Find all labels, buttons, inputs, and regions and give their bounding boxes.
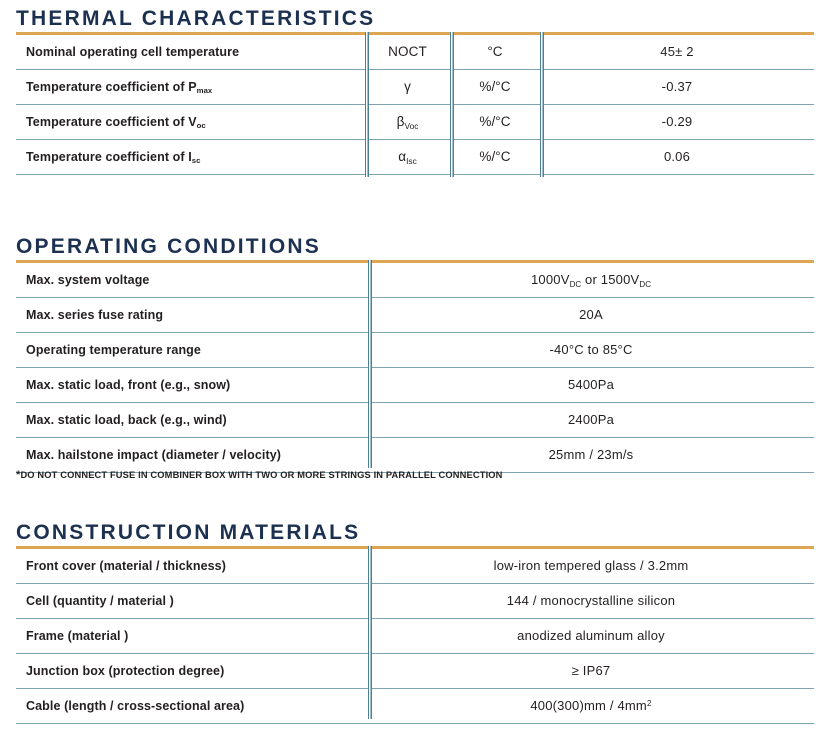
thermal-row-2-label <box>16 104 365 139</box>
symbol-subscript: Isc <box>406 155 417 166</box>
thermal-row-1-unit: %/°C <box>450 69 540 104</box>
operating-row-2-label: Operating temperature range <box>16 332 368 367</box>
label-text: Temperature coefficient of P <box>26 79 197 94</box>
label-text: Temperature coefficient of I <box>26 149 192 164</box>
construction-row-3-label: Junction box (protection degree) <box>16 653 368 688</box>
thermal-row-3-symbol <box>365 139 450 174</box>
value-subscript: DC <box>569 279 582 289</box>
value-subscript: DC <box>639 279 652 289</box>
table-row <box>16 402 814 437</box>
table-row <box>16 583 814 618</box>
thermal-row-3-unit: %/°C <box>450 139 540 174</box>
label-text: Nominal operating cell temperature <box>26 44 240 59</box>
value-text: low-iron tempered glass / 3.2mm <box>493 558 689 574</box>
value-part: 1000V <box>530 272 570 288</box>
table-row <box>16 332 814 367</box>
table-row <box>16 263 814 298</box>
operating-conditions-table <box>16 263 814 473</box>
thermal-row-0-unit: °C <box>450 35 540 70</box>
operating-row-0-label: Max. system voltage <box>16 263 368 298</box>
operating-row-4-value: 2400Pa <box>368 402 814 437</box>
operating-conditions-footnote <box>16 470 503 482</box>
operating-row-5-value: 25mm / 23m/s <box>368 437 814 472</box>
table-row <box>16 653 814 688</box>
thermal-row-2-symbol <box>365 104 450 139</box>
thermal-column-divider-3 <box>540 32 544 177</box>
table-row <box>16 618 814 653</box>
construction-row-2-value <box>368 618 814 653</box>
label-subscript: max <box>196 86 213 96</box>
symbol-text: NOCT <box>388 44 427 60</box>
thermal-row-2-unit: %/°C <box>450 104 540 139</box>
table-row <box>16 437 814 472</box>
value-text: 144 / monocrystalline silicon <box>506 593 676 609</box>
value-text: ≥ IP67 <box>571 663 611 679</box>
operating-row-3-label: Max. static load, front (e.g., snow) <box>16 367 368 402</box>
thermal-row-2-value: -0.29 <box>540 104 814 139</box>
section-title-thermal: THERMAL CHARACTERISTICS <box>16 7 376 30</box>
table-row <box>16 35 814 70</box>
table-row <box>16 104 814 139</box>
construction-row-0-value <box>368 549 814 584</box>
value-text: 400(300)mm / 4mm <box>530 698 647 714</box>
construction-row-4-label: Cable (length / cross-sectional area) <box>16 688 368 723</box>
thermal-characteristics-table <box>16 35 814 175</box>
section-operating-conditions <box>16 234 814 481</box>
table-row <box>16 139 814 174</box>
thermal-row-0-symbol <box>365 35 450 70</box>
construction-row-1-value <box>368 583 814 618</box>
operating-row-0-value <box>368 263 814 298</box>
construction-materials-table <box>16 549 814 724</box>
section-title-construction-materials: CONSTRUCTION MATERIALS <box>16 521 361 544</box>
section-thermal-characteristics <box>16 6 814 175</box>
symbol-text: α <box>398 149 407 165</box>
thermal-row-3-value: 0.06 <box>540 139 814 174</box>
thermal-row-0-value: 45± 2 <box>540 35 814 70</box>
operating-row-2-value: -40°C to 85°C <box>368 332 814 367</box>
construction-row-4-value <box>368 688 814 723</box>
table-row <box>16 69 814 104</box>
symbol-text: γ <box>404 79 411 95</box>
symbol-subscript: Voc <box>404 120 419 131</box>
symbol-text: β <box>396 114 405 130</box>
table-row <box>16 688 814 723</box>
thermal-row-3-label <box>16 139 365 174</box>
thermal-row-1-symbol <box>365 69 450 104</box>
label-subscript: oc <box>196 121 206 131</box>
thermal-row-1-label <box>16 69 365 104</box>
thermal-column-divider-1 <box>365 32 369 177</box>
operating-row-1-label: Max. series fuse rating <box>16 297 368 332</box>
table-row <box>16 549 814 584</box>
construction-row-0-label: Front cover (material / thickness) <box>16 549 368 584</box>
construction-row-1-label: Cell (quantity / material ) <box>16 583 368 618</box>
operating-row-3-value: 5400Pa <box>368 367 814 402</box>
footnote-marker: * <box>16 469 21 481</box>
construction-column-divider <box>368 546 372 719</box>
thermal-column-divider-2 <box>450 32 454 177</box>
footnote-text: DO NOT CONNECT FUSE IN COMBINER BOX WITH TWO OR MORE STRINGS IN PARALLEL CONNECTION <box>20 470 503 480</box>
table-row <box>16 367 814 402</box>
operating-row-5-label: Max. hailstone impact (diameter / velocity) <box>16 437 368 472</box>
section-construction-materials <box>16 520 814 724</box>
value-text: anodized aluminum alloy <box>517 628 665 644</box>
label-text: Temperature coefficient of V <box>26 114 197 129</box>
construction-row-2-label: Frame (material ) <box>16 618 368 653</box>
construction-row-3-value <box>368 653 814 688</box>
section-title-operating-conditions: OPERATING CONDITIONS <box>16 235 321 258</box>
thermal-row-0-label <box>16 35 365 70</box>
value-superscript: 2 <box>646 699 652 709</box>
table-row <box>16 297 814 332</box>
value-part: or 1500V <box>581 272 640 288</box>
operating-row-4-label: Max. static load, back (e.g., wind) <box>16 402 368 437</box>
label-subscript: sc <box>191 156 201 166</box>
operating-row-1-value: 20A <box>368 297 814 332</box>
thermal-row-1-value: -0.37 <box>540 69 814 104</box>
operating-column-divider <box>368 260 372 468</box>
